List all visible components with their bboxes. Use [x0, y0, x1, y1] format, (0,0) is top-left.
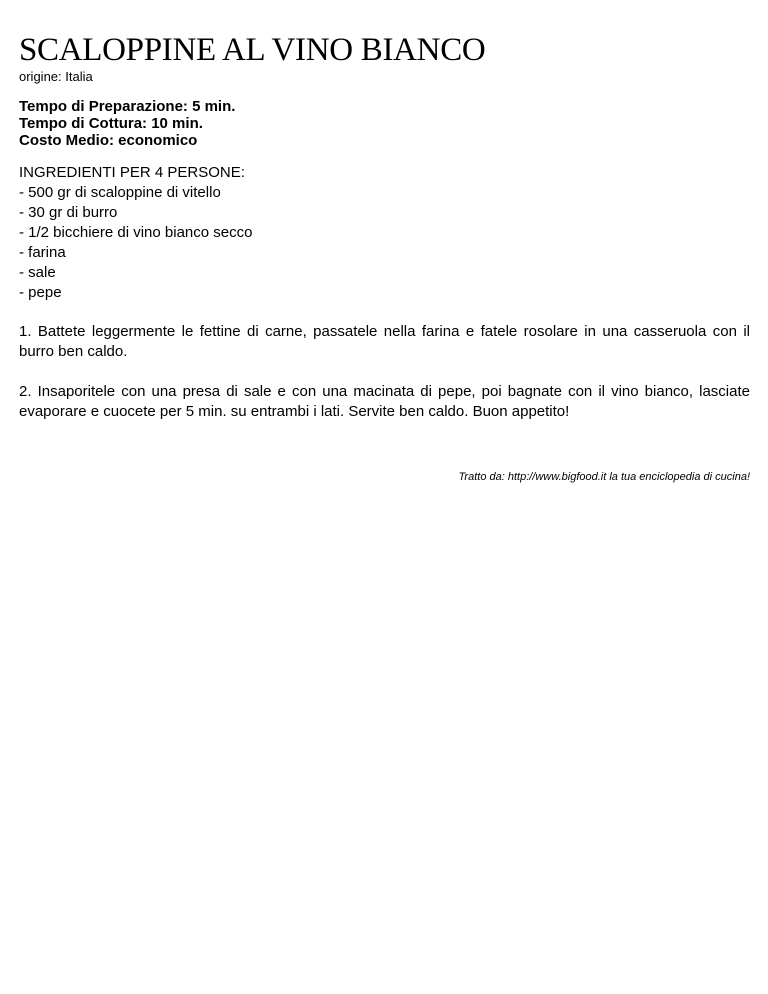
ingredient-item: - 1/2 bicchiere di vino bianco secco	[19, 224, 253, 241]
ingredients-section	[19, 163, 750, 303]
recipe-info	[19, 98, 750, 149]
recipe-origin: origine: Italia	[19, 69, 93, 84]
source-credit: Tratto da: http://www.bigfood.it la tua enciclopedia di cucina!	[458, 471, 750, 483]
cost: Costo Medio: economico	[19, 132, 198, 149]
preparation-step: 2. Insaporitele con una presa di sale e con una macinata di pepe, poi bagnate con il vino bianco, lasciate evaporare e cuocete per 5 min. su entrambi i lati. Servite ben caldo. Buon appetito!	[19, 383, 750, 420]
ingredient-item: - farina	[19, 244, 66, 261]
ingredient-item: - pepe	[19, 284, 62, 301]
ingredient-item: - sale	[19, 264, 56, 281]
ingredients-heading: INGREDIENTI PER 4 PERSONE:	[19, 164, 245, 181]
preparation-step: 1. Battete leggermente le fettine di carne, passatele nella farina e fatele rosolare in una casseruola con il burro ben caldo.	[19, 323, 750, 360]
cook-time: Tempo di Cottura: 10 min.	[19, 115, 203, 132]
recipe-title: SCALOPPINE AL VINO BIANCO	[19, 32, 486, 68]
ingredient-item: - 500 gr di scaloppine di vitello	[19, 184, 221, 201]
prep-time: Tempo di Preparazione: 5 min.	[19, 98, 236, 115]
ingredient-item: - 30 gr di burro	[19, 204, 118, 221]
recipe-page	[19, 0, 750, 484]
